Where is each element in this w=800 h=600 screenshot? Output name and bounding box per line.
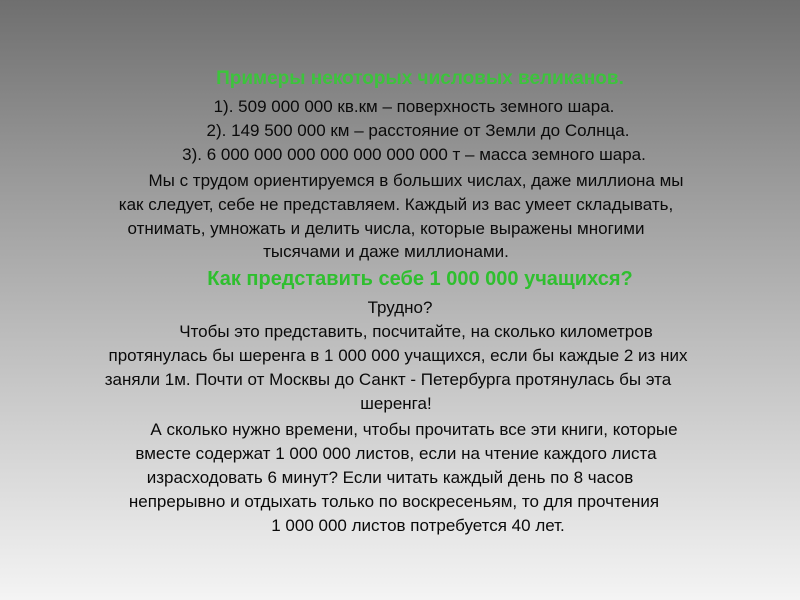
paragraph-line: вместе содержат 1 000 000 листов, если на чтение каждого листа xyxy=(135,444,657,463)
paragraph-line: А сколько нужно времени, чтобы прочитать все эти книги, которые xyxy=(150,420,678,439)
paragraph-line: отнимать, умножать и делить числа, которые выражены многими xyxy=(127,219,645,238)
paragraph-line: тысячами и даже миллионами. xyxy=(263,242,509,261)
paragraph-line: 1 000 000 листов потребуется 40 лет. xyxy=(271,516,565,535)
example-line: 2). 149 500 000 км – расстояние от Земли до Солнца. xyxy=(206,121,630,140)
paragraph-line: заняли 1м. Почти от Москвы до Санкт - Петербурга протянулась бы эта xyxy=(104,370,672,389)
paragraph-line: шеренга! xyxy=(360,394,432,413)
paragraph-line: Мы с трудом ориентируемся в больших числах, даже миллиона мы xyxy=(148,171,684,190)
paragraph-line: израсходовать 6 минут? Если читать каждый день по 8 часов xyxy=(146,468,634,487)
paragraph-line: протянулась бы шеренга в 1 000 000 учащихся, если бы каждые 2 из них xyxy=(108,346,688,365)
question-heading: Как представить себе 1 000 000 учащихся? xyxy=(207,268,633,290)
paragraph-line: непрерывно и отдыхать только по воскресеньям, то для прочтения xyxy=(128,492,660,511)
example-line: 3). 6 000 000 000 000 000 000 000 т – масса земного шара. xyxy=(182,145,646,164)
slide-title: Примеры некоторых числовых великанов. xyxy=(216,68,624,89)
answer-text: Трудно? xyxy=(367,298,433,317)
paragraph-line: как следует, себе не представляем. Каждый из вас умеет складывать, xyxy=(118,195,674,214)
example-line: 1). 509 000 000 кв.км – поверхность земного шара. xyxy=(213,97,615,116)
paragraph-line: Чтобы это представить, посчитайте, на сколько километров xyxy=(179,322,653,341)
